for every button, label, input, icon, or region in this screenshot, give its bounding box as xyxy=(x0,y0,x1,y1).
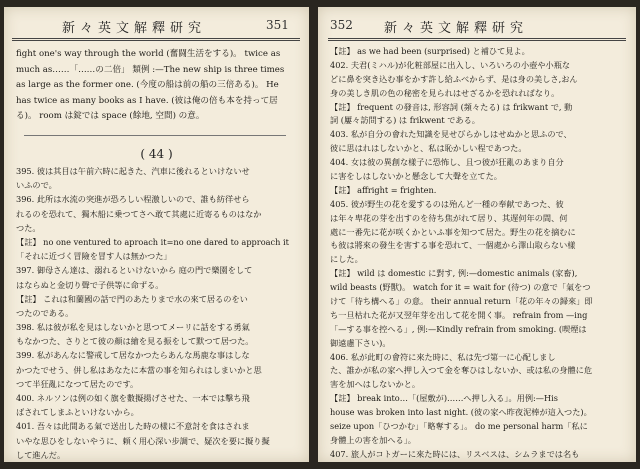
text-line: もなかつた、さりとて彼の顏は繪を見る振をして默つて居つた。 xyxy=(16,336,254,347)
text-line: house was broken into last night. (彼の家へ昨夜泥棒が這入つた)。 xyxy=(330,407,592,418)
text-line: 害を加へはしないかと。 xyxy=(330,379,421,390)
text-line: 【註】 affright = frighten. xyxy=(330,184,437,195)
text-line: fight one's way through the world (奮闘生活をする)。 twice as xyxy=(16,49,281,59)
text-line: 407. 旅人がコトガーに來た時には、リスベスは、シムラまでは名も xyxy=(330,448,580,459)
right-header-rule xyxy=(328,38,626,41)
text-line: けて「待ち構へる」の意。 their annual return「花の年々の歸來」即 xyxy=(330,296,593,307)
text-line: 403. 私が自分の會れた知識を見せびらかしはせぬかと思ふので、 xyxy=(330,129,572,140)
text-line: つた。 xyxy=(16,222,41,233)
text-line: ばされてしまふといけないから。 xyxy=(16,407,139,418)
left-page xyxy=(4,7,309,462)
text-line: 406. 私が此町の會符に來た時に、私は先づ第一に心配しまし xyxy=(330,351,556,362)
text-line: つて半狂亂になつて居たのです。 xyxy=(16,378,139,389)
text-line: 身體上の害を加へる」。 xyxy=(330,434,416,445)
left-header-rule xyxy=(12,38,300,41)
text-line: 「それに近づく冒險を冒す人は無かつた」 xyxy=(16,251,172,262)
text-line: れるのを恐れて、獨木船に乗つてさへ敢て其處に近寄るものはなか xyxy=(16,208,262,219)
text-line: に害をしはしないかと懸念して大聲を立てた。 xyxy=(330,171,502,182)
text-line: seize upon「ひつかむ」「略奪する」。 do me personal harm「私に xyxy=(330,421,588,432)
text-line: つたのである。 xyxy=(16,307,74,318)
text-line: 395. 彼は其目は午前六時に起きた、汽車に後れるといけないせ xyxy=(16,166,250,176)
text-line: 御遠慮下さい)。 xyxy=(330,337,391,348)
text-line: 【註】 wild は domestic に對す, 例:—domestic animals (家畜), xyxy=(330,268,578,279)
text-line: はならぬと金切り聲で子供等に命ずる。 xyxy=(16,279,164,290)
text-line: も彼は將來の發生を害する事を恐れて、一個處から澤山取らない樣 xyxy=(330,240,576,251)
text-line: 處に一番先に花が咲くかといふ事を知つて居た。野生の花を摘むに xyxy=(330,226,576,237)
right-exercises xyxy=(330,45,628,462)
text-line: 398. 私は彼が私を見はしないかと思つてメーリに話をする勇氣 xyxy=(16,322,250,333)
text-line: ち一旦枯れた花が又翌年芽を出して花を開く事。 refrain from —ing xyxy=(330,309,588,320)
text-line: 【註】 frequent の發音は, 形容詞 (頻々たる) は frikwant で, 動 xyxy=(330,101,573,112)
right-page xyxy=(318,7,636,462)
text-line: 【註】 as we had been (surprised) と補ひて見よ。 xyxy=(330,46,530,56)
text-line: は年々卑花の芽を出すのを待ち焦がれて居り、其遅何年の間、何 xyxy=(330,212,568,223)
text-line: にした。 xyxy=(330,254,363,265)
text-line: wild beasts (野獸)。 watch for it = wait for (待つ) の意で「氣をつ xyxy=(330,282,591,293)
text-line: 396. 此所は水流の突進が恐ろしい程激しいので、誰も紡徉せら xyxy=(16,194,250,205)
text-line: 【註】 break into…「(屋敷が)……へ押し入る」。用例:—His xyxy=(330,393,558,404)
text-line: 405. 彼が野生の花を愛するのは殆んど一種の奉献であつた、彼 xyxy=(330,198,564,209)
left-page-number: 351 xyxy=(266,18,289,32)
left-running-head: 新々英文解釋研究 xyxy=(62,21,207,36)
text-line: して進んだ。 xyxy=(16,449,66,460)
text-line: 402. 夫君(ミハル)が化粧部屋に出入し、いろいろの小壺や小瓶な xyxy=(330,59,571,70)
text-line: 399. 私があんなに警戒して居なかつたらあんな馬鹿な事はしな xyxy=(16,350,250,361)
text-line: 【註】 no one ventured to aproach it=no one dared to approach it xyxy=(16,236,289,247)
text-line: 404. 女は彼の異創な樣子に恐怖し、且つ彼が狂亂のあまり自分 xyxy=(330,157,564,168)
text-line: る)。 room は錠では space (餘地, 空間) の意。 xyxy=(16,111,205,122)
text-line: 身の美しき肌の色の秘密を見られはせざるかを恐れればなり。 xyxy=(330,87,560,98)
text-line: いふので。 xyxy=(16,180,57,191)
text-line: as large as the former one. (今度の船は前の船の三倍ある)。 He xyxy=(16,80,279,91)
right-page-number: 352 xyxy=(330,18,353,32)
section-divider xyxy=(24,135,286,136)
text-line: 400. ネルソンは例の如く旗を數擬揚げさせた、一本では擊ち飛 xyxy=(16,393,250,403)
text-line: た、誰かが私の家へ押し入つて金を奪ひはしないか、或は私の身體に危 xyxy=(330,365,593,376)
text-line: 401. 吾々は此間ある氣で送出した時の樣に不意討を食はされま xyxy=(16,421,250,432)
left-top-paragraph xyxy=(16,47,302,125)
text-line: much as……「……の二倍」 類例 :—The new ship is three times xyxy=(16,64,285,75)
text-line: 「—する事を控へる」, 例:—Kindly refrain from smoking. (喫煙は xyxy=(330,323,587,334)
text-line: 詞 (屢々訪問する) は frikwent である。 xyxy=(330,115,480,126)
text-line: 彼に思はれはしないかと、私は恥かしい程であつた。 xyxy=(330,143,527,154)
left-exercises xyxy=(16,164,302,462)
text-line: いやな思ひをしないやうに、頼く用心深い步調で、疑次を要に擬り擬 xyxy=(16,435,270,446)
text-line: 【註】 これは和蘭國の話で門のあたりまで水の來て居るのをい xyxy=(16,293,248,304)
section-number: ( 44 ) xyxy=(140,147,173,161)
text-line: 397. 御母さん達は、溺れるといけないから 庭の門で樂園をして xyxy=(16,265,253,276)
right-running-head: 新々英文解釋研究 xyxy=(384,21,529,36)
text-line: has twice as many books as I have. (彼は俺の倍も本を持って居 xyxy=(16,95,278,106)
text-line: どに鼻を突き込む事をかす許し給ふべからず、是は身の美しさ,おん xyxy=(330,73,578,84)
text-line: かつたでせう、併し私はあなたに本當の事を知られはしまいかと思 xyxy=(16,364,262,375)
